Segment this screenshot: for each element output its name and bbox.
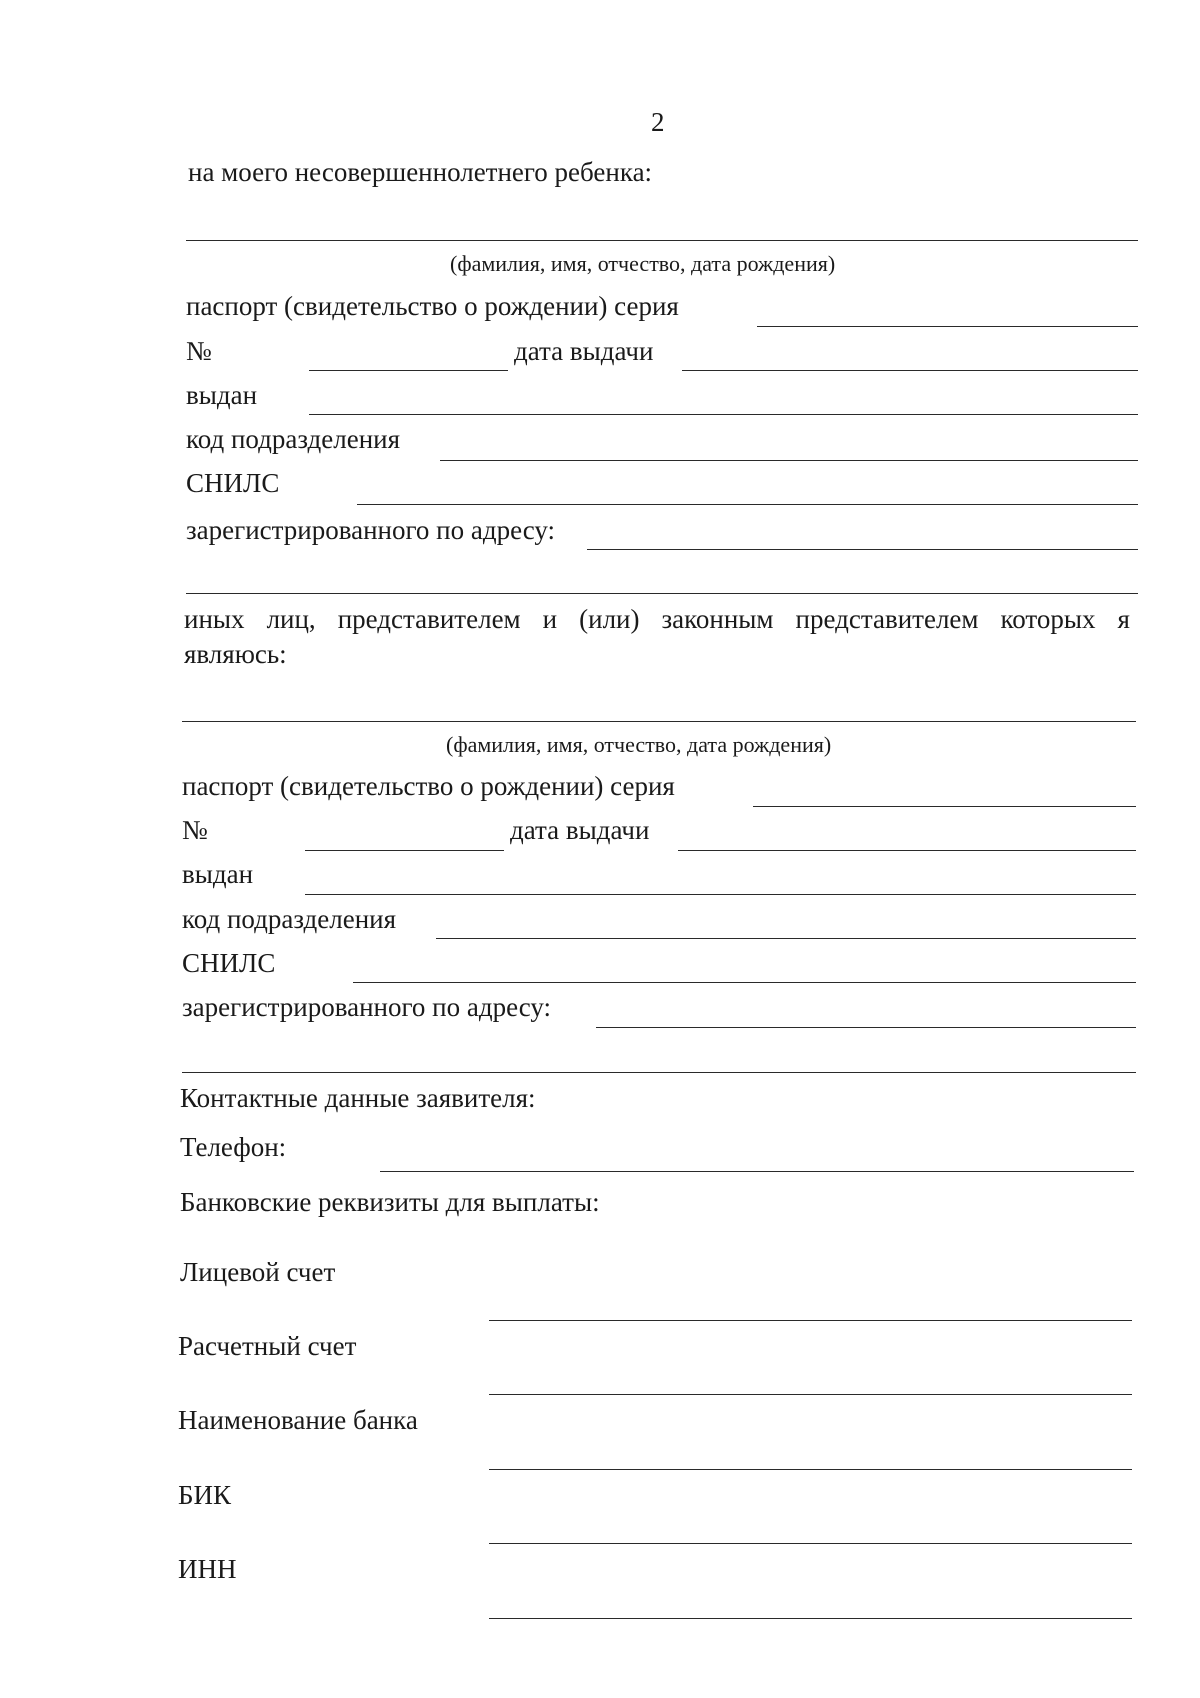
word: я bbox=[1117, 604, 1130, 634]
phone-field[interactable] bbox=[380, 1171, 1134, 1172]
name-caption: (фамилия, имя, отчество, дата рождения) bbox=[446, 732, 832, 757]
issue-date-field[interactable] bbox=[682, 370, 1138, 371]
word: (или) bbox=[579, 604, 640, 634]
word: и bbox=[542, 604, 558, 634]
passport-number-label: № bbox=[182, 815, 208, 845]
snils-field[interactable] bbox=[353, 982, 1136, 983]
passport-series-label: паспорт (свидетельство о рождении) серия bbox=[182, 771, 675, 801]
word: представителем bbox=[795, 604, 979, 634]
bank-name-label: Наименование банка bbox=[178, 1405, 418, 1435]
child-intro-text: на моего несовершеннолетнего ребенка: bbox=[188, 157, 653, 187]
page-number: 2 bbox=[651, 107, 665, 137]
bik-field[interactable] bbox=[489, 1543, 1132, 1544]
child-name-field[interactable] bbox=[186, 240, 1138, 241]
settlement-account-label: Расчетный счет bbox=[178, 1331, 357, 1361]
personal-account-field[interactable] bbox=[489, 1320, 1132, 1321]
address-field-continued[interactable] bbox=[186, 593, 1138, 594]
bik-label: БИК bbox=[178, 1480, 232, 1510]
division-code-label: код подразделения bbox=[186, 424, 401, 454]
passport-series-field[interactable] bbox=[753, 806, 1136, 807]
word: иных bbox=[184, 604, 245, 634]
word: которых bbox=[1000, 604, 1096, 634]
snils-label: СНИЛС bbox=[182, 948, 276, 978]
person-name-field[interactable] bbox=[182, 721, 1136, 722]
address-field-continued[interactable] bbox=[182, 1072, 1136, 1073]
personal-account-label: Лицевой счет bbox=[180, 1257, 336, 1287]
issued-by-field[interactable] bbox=[305, 894, 1136, 895]
other-persons-text-line2: являюсь: bbox=[184, 639, 287, 669]
division-code-field[interactable] bbox=[440, 460, 1138, 461]
word: лиц, bbox=[266, 604, 316, 634]
phone-label: Телефон: bbox=[180, 1132, 287, 1162]
passport-series-field[interactable] bbox=[757, 326, 1138, 327]
division-code-label: код подразделения bbox=[182, 904, 397, 934]
bank-name-field[interactable] bbox=[489, 1469, 1132, 1470]
word: представителем bbox=[337, 604, 521, 634]
address-label: зарегистрированного по адресу: bbox=[186, 515, 555, 545]
inn-label: ИНН bbox=[178, 1554, 237, 1584]
issue-date-label: дата выдачи bbox=[510, 815, 650, 845]
issued-by-label: выдан bbox=[186, 380, 258, 410]
address-field[interactable] bbox=[596, 1027, 1136, 1028]
snils-label: СНИЛС bbox=[186, 468, 280, 498]
passport-number-field[interactable] bbox=[309, 370, 508, 371]
passport-number-label: № bbox=[186, 336, 212, 366]
issue-date-label: дата выдачи bbox=[514, 336, 654, 366]
passport-number-field[interactable] bbox=[305, 850, 504, 851]
issued-by-field[interactable] bbox=[309, 414, 1138, 415]
bank-heading: Банковские реквизиты для выплаты: bbox=[180, 1187, 600, 1217]
settlement-account-field[interactable] bbox=[489, 1394, 1132, 1395]
inn-field[interactable] bbox=[489, 1618, 1132, 1619]
issued-by-label: выдан bbox=[182, 859, 254, 889]
address-field[interactable] bbox=[587, 549, 1138, 550]
issue-date-field[interactable] bbox=[678, 850, 1136, 851]
other-persons-text-line1 bbox=[184, 603, 1130, 635]
address-label: зарегистрированного по адресу: bbox=[182, 992, 551, 1022]
word: законным bbox=[661, 604, 774, 634]
division-code-field[interactable] bbox=[436, 938, 1136, 939]
passport-series-label: паспорт (свидетельство о рождении) серия bbox=[186, 291, 679, 321]
name-caption: (фамилия, имя, отчество, дата рождения) bbox=[450, 251, 836, 276]
contacts-heading: Контактные данные заявителя: bbox=[180, 1083, 536, 1113]
snils-field[interactable] bbox=[357, 504, 1138, 505]
